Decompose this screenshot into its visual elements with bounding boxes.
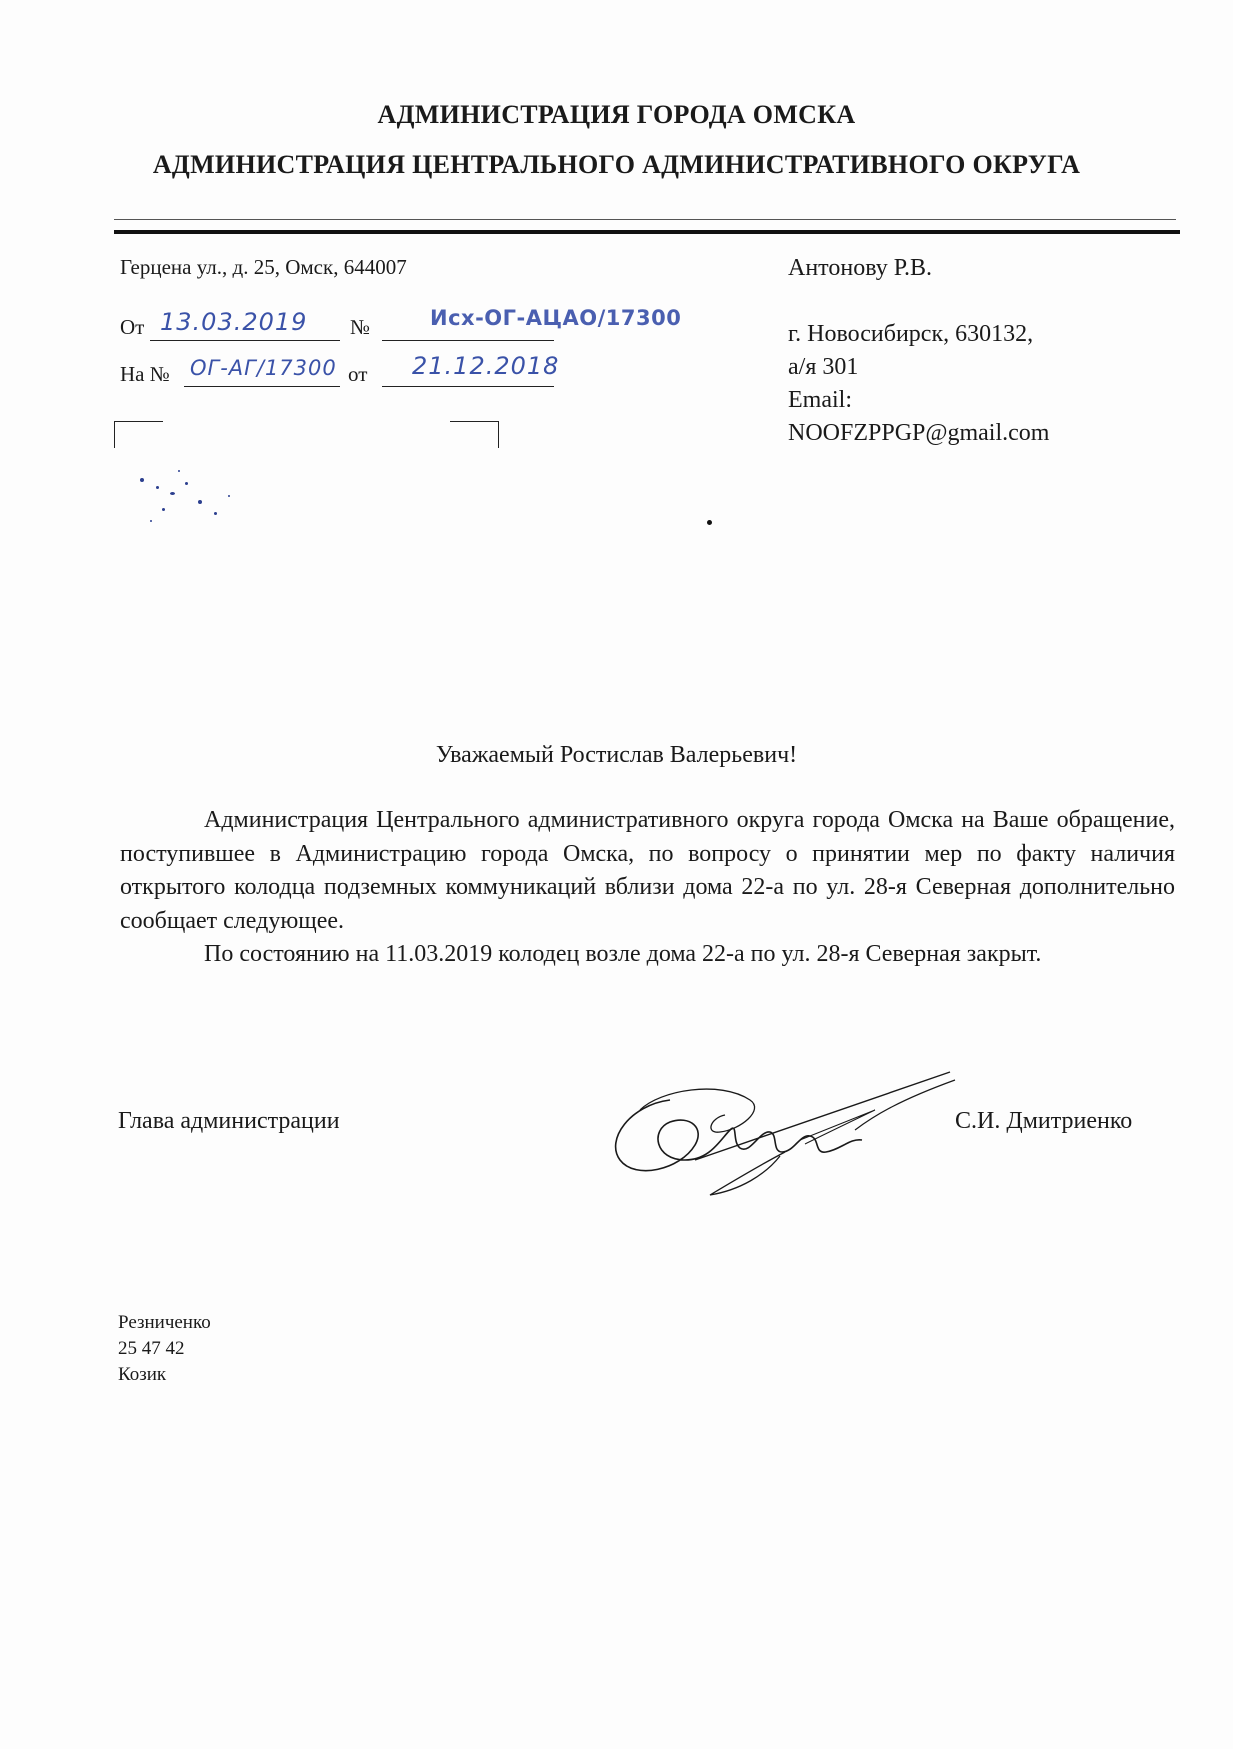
- reply-date-underline: [382, 386, 554, 387]
- header-district: АДМИНИСТРАЦИЯ ЦЕНТРАЛЬНОГО АДМИНИСТРАТИВНОГО ОКРУГА: [152, 150, 1081, 179]
- salutation: Уважаемый Ростислав Валерьевич!: [435, 742, 798, 768]
- signatory-title: Глава администрации: [118, 1108, 340, 1134]
- executor-phone: 25 47 42: [118, 1338, 185, 1359]
- executor-footer: [118, 1310, 211, 1388]
- from-date-label: От: [120, 315, 145, 339]
- reply-number-handwritten: ОГ-АГ/17300: [190, 356, 337, 380]
- from-date-underline: [150, 340, 340, 341]
- header-thin-rule: [114, 219, 1176, 220]
- header-thick-rule: [114, 230, 1180, 234]
- body-paragraph-2: По состоянию на 11.03.2019 колодец возле дома 22-а по ул. 28-я Северная закрыт.: [204, 941, 1042, 967]
- reply-number-label: На №: [120, 362, 170, 386]
- executor-name-2: Козик: [118, 1364, 167, 1385]
- header-organization: АДМИНИСТРАЦИЯ ГОРОДА ОМСКА: [377, 100, 856, 129]
- body-paragraph-1: Администрация Центрального административного округа города Омска на Ваше обращение, поступившее в Администрацию города Омска, по вопросу о принятии мер по факту наличия открытого колодца подземных коммуникаций вблизи дома 22-а по ул. 28-я Северная дополнительно сообщает следующее.: [120, 807, 1175, 934]
- recipient-email: NOOFZPPGP@gmail.com: [788, 420, 1050, 446]
- scan-dot: [707, 520, 712, 525]
- recipient-email-label: Email:: [788, 387, 852, 413]
- letter-body: [120, 804, 1175, 972]
- reply-number-underline: [184, 386, 340, 387]
- number-underline: [382, 340, 554, 341]
- recipient-city: г. Новосибирск, 630132,: [788, 321, 1034, 347]
- from-date-handwritten: 13.03.2019: [160, 308, 308, 336]
- number-label: №: [350, 315, 371, 339]
- address-field-corner-right: [450, 421, 499, 448]
- outgoing-number-stamp: Исх-ОГ-АЦАО/17300: [430, 306, 682, 330]
- address-field-corner-left: [114, 421, 163, 448]
- signatory-name: С.И. Дмитриенко: [955, 1108, 1133, 1134]
- recipient-po-box: а/я 301: [788, 354, 859, 380]
- reply-date-handwritten: 21.12.2018: [412, 352, 560, 380]
- recipient-name: Антонову Р.В.: [788, 255, 933, 281]
- executor-name-1: Резниченко: [118, 1312, 211, 1333]
- handwritten-signature: [600, 1060, 960, 1210]
- reply-date-label: от: [348, 362, 368, 386]
- sender-address: Герцена ул., д. 25, Омск, 644007: [120, 255, 407, 279]
